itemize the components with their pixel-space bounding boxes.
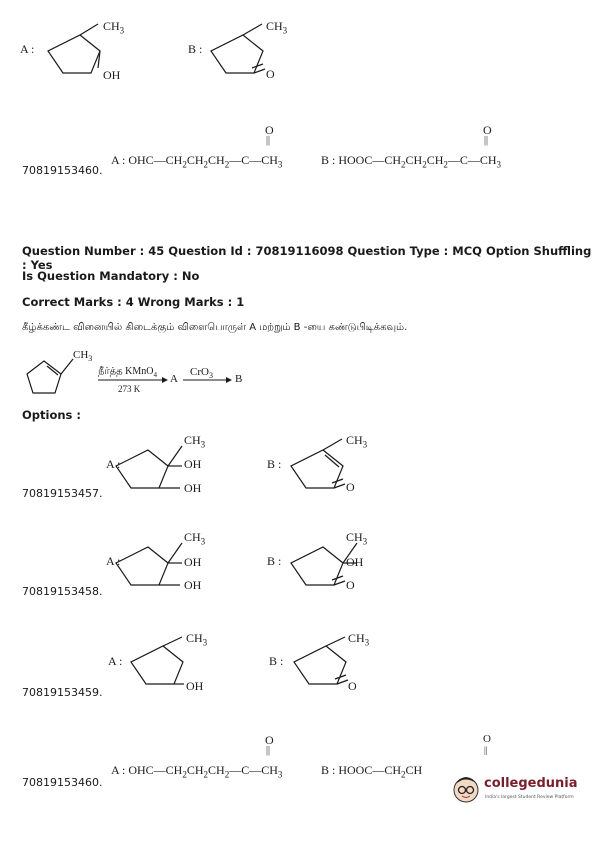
option-id: 70819153457. (22, 487, 103, 500)
option-b-label: B : (267, 457, 282, 471)
question-text: கீழ்க்கண்ட வினையில் கிடைக்கும் விளைபொருள் A மற்றும் B -யை கண்டுபிடிக்கவும். (22, 322, 408, 333)
reactant-ch3: $CH_3$ (73, 349, 93, 364)
carbonyl-oxygen-a: O (265, 123, 274, 137)
ch3-substituent: $CH_3$ (348, 631, 370, 648)
collegedunia-logo (452, 772, 582, 808)
brand-tagline: India's largest Student Review Platform (485, 795, 574, 800)
option-id: 70819153459. (22, 686, 103, 699)
double-bond-a: || (266, 135, 271, 146)
carbonyl-oxygen-a: O (265, 733, 274, 747)
brand-name: collegedunia (484, 776, 578, 791)
carbonyl-oxygen-b: O (483, 123, 492, 137)
ch3-substituent: $CH_3$ (266, 19, 288, 36)
option-a-label: A : (106, 457, 121, 471)
carbonyl-oxygen: O (348, 679, 357, 693)
option-a-label: A : (106, 554, 121, 568)
option-a-label: A : (20, 42, 35, 56)
oh-substituent: OH (346, 555, 364, 569)
option-a-formula: A : $OHC—CH_2CH_2CH_2—C—CH_3$ (111, 153, 283, 170)
question-mandatory: Is Question Mandatory : No (22, 269, 200, 283)
double-bond-a: || (266, 745, 271, 756)
double-bond-b: || (484, 135, 489, 146)
ch3-substituent: $CH_3$ (186, 631, 208, 648)
option-id: 70819153460. (22, 776, 103, 789)
oh-substituent-2: OH (184, 481, 202, 495)
ch3-substituent: $CH_3$ (184, 433, 206, 450)
oh-substituent-1: OH (184, 555, 202, 569)
option-b-label: B : (267, 554, 282, 568)
carbonyl-oxygen: O (346, 480, 355, 494)
option-id: 70819153458. (22, 585, 103, 598)
option-a-formula: A : $OHC—CH_2CH_2CH_2—C—CH_3$ (111, 763, 283, 780)
reagent-cro3: CrO$_3$ (190, 366, 213, 381)
carbonyl-oxygen-b: O (483, 733, 491, 745)
question-meta-line: Question Number : 45 Question Id : 70819116098 Question Type : MCQ Option Shuffling : Yes (22, 244, 592, 272)
ch3-substituent: $CH_3$ (346, 530, 368, 547)
product-a: A (170, 373, 178, 385)
mascot-icon (452, 772, 482, 806)
reagent-temperature: 273 K (118, 384, 141, 394)
ch3-substituent: $CH_3$ (184, 530, 206, 547)
option-b-formula: B : $HOOC—CH_2CH_2CH_2—C—CH_3$ (321, 153, 502, 170)
oh-substituent: OH (186, 679, 204, 693)
carbonyl-oxygen: O (346, 578, 355, 592)
options-heading: Options : (22, 408, 81, 422)
option-b-label: B : (188, 42, 203, 56)
oh-substituent: OH (103, 68, 121, 82)
option-a-label: A : (108, 654, 123, 668)
ch3-substituent: $CH_3$ (103, 19, 125, 36)
product-b: B (235, 373, 243, 385)
option-b-label: B : (269, 654, 284, 668)
ch3-substituent: $CH_3$ (346, 433, 368, 450)
reagent-dilute-kmno4: நீர்த்த KMnO$_4$ (98, 366, 157, 379)
ch3-bond (326, 637, 345, 646)
option-id: 70819153460. (22, 164, 103, 177)
option-b-formula: B : $HOOC—CH_2CH$ (321, 763, 423, 780)
oh-substituent-1: OH (184, 457, 202, 471)
double-bond-b: || (484, 745, 488, 755)
carbonyl-oxygen: O (266, 67, 275, 81)
oh-substituent-2: OH (184, 578, 202, 592)
question-marks: Correct Marks : 4 Wrong Marks : 1 (22, 295, 245, 309)
